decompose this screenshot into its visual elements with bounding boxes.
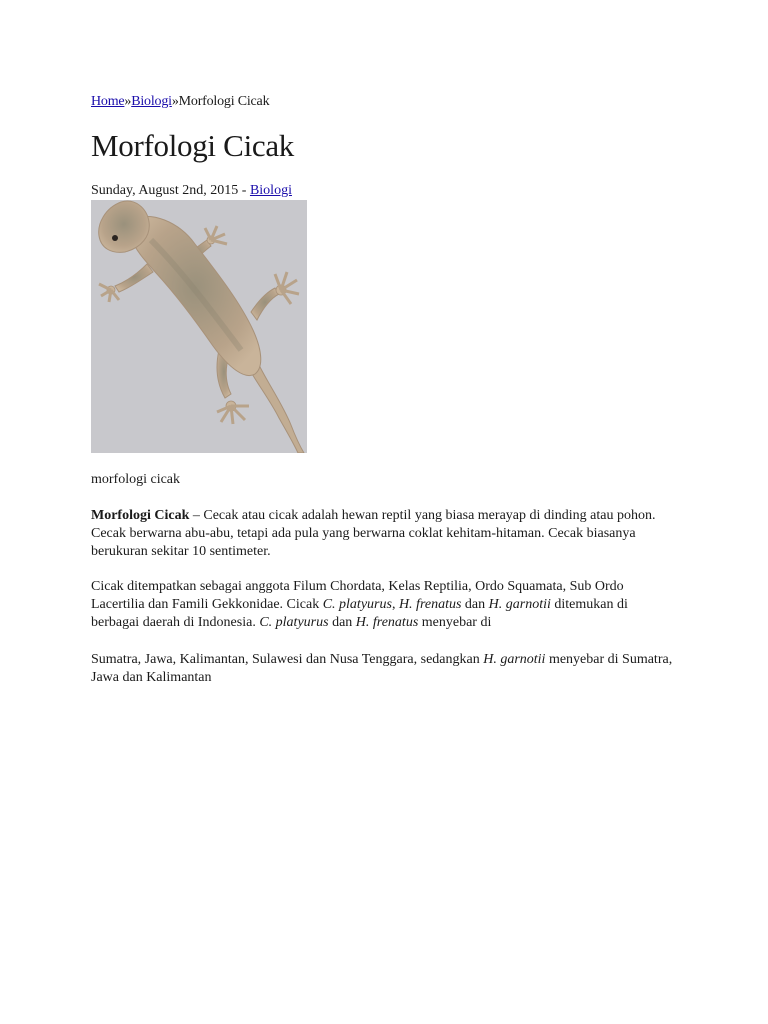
meta-separator: - xyxy=(238,183,250,198)
species-name: H. garnotii xyxy=(483,652,546,667)
gecko-photo xyxy=(91,200,307,453)
breadcrumb-home-link[interactable]: Home xyxy=(91,94,125,109)
species-name: C. platyurus xyxy=(259,615,329,630)
text: Cicak ditempatkan sebagai anggota Filum Chordata, Kelas Reptilia, Ordo Squamata, Sub Ordo Lacertilia dan Famili Gekkonidae. Cicak xyxy=(91,579,624,612)
paragraph-classification xyxy=(91,578,673,632)
image-caption: morfologi cicak xyxy=(91,472,181,487)
breadcrumb-current: Morfologi Cicak xyxy=(178,94,270,109)
post-meta xyxy=(91,183,292,199)
text: ditemukan di berbagai daerah di Indonesia. xyxy=(91,597,628,630)
text: menyebar di Sumatra, Jawa dan Kalimantan xyxy=(91,652,673,685)
intro-lead: Morfologi Cicak xyxy=(91,508,190,523)
intro-text: – Cecak atau cicak adalah hewan reptil yang biasa merayap di dinding atau pohon. Cecak berwarna abu-abu, tetapi ada pula yang berwarna coklat kehitam-hitaman. Cecak biasanya berukuran sekitar 10 sentimeter. xyxy=(91,508,656,559)
text: dan xyxy=(328,615,356,630)
species-name: H. frenatus xyxy=(355,615,419,630)
page-title: Morfologi Cicak xyxy=(91,128,294,163)
paragraph-distribution xyxy=(91,651,673,687)
text: menyebar di xyxy=(418,615,492,630)
breadcrumb xyxy=(91,94,269,110)
breadcrumb-category-link[interactable]: Biologi xyxy=(131,94,172,109)
breadcrumb-separator: » xyxy=(124,94,132,109)
breadcrumb-separator: » xyxy=(171,94,179,109)
species-name: H. garnotii xyxy=(488,597,551,612)
text: Sumatra, Jawa, Kalimantan, Sulawesi dan Nusa Tenggara, sedangkan xyxy=(91,652,484,667)
paragraph-intro xyxy=(91,507,673,561)
species-name: H. frenatus xyxy=(398,597,462,612)
post-date: Sunday, August 2nd, 2015 xyxy=(91,183,239,198)
post-category-link[interactable]: Biologi xyxy=(249,183,292,198)
text: dan xyxy=(461,597,489,612)
text: , xyxy=(391,597,399,612)
species-name: C. platyurus xyxy=(322,597,392,612)
